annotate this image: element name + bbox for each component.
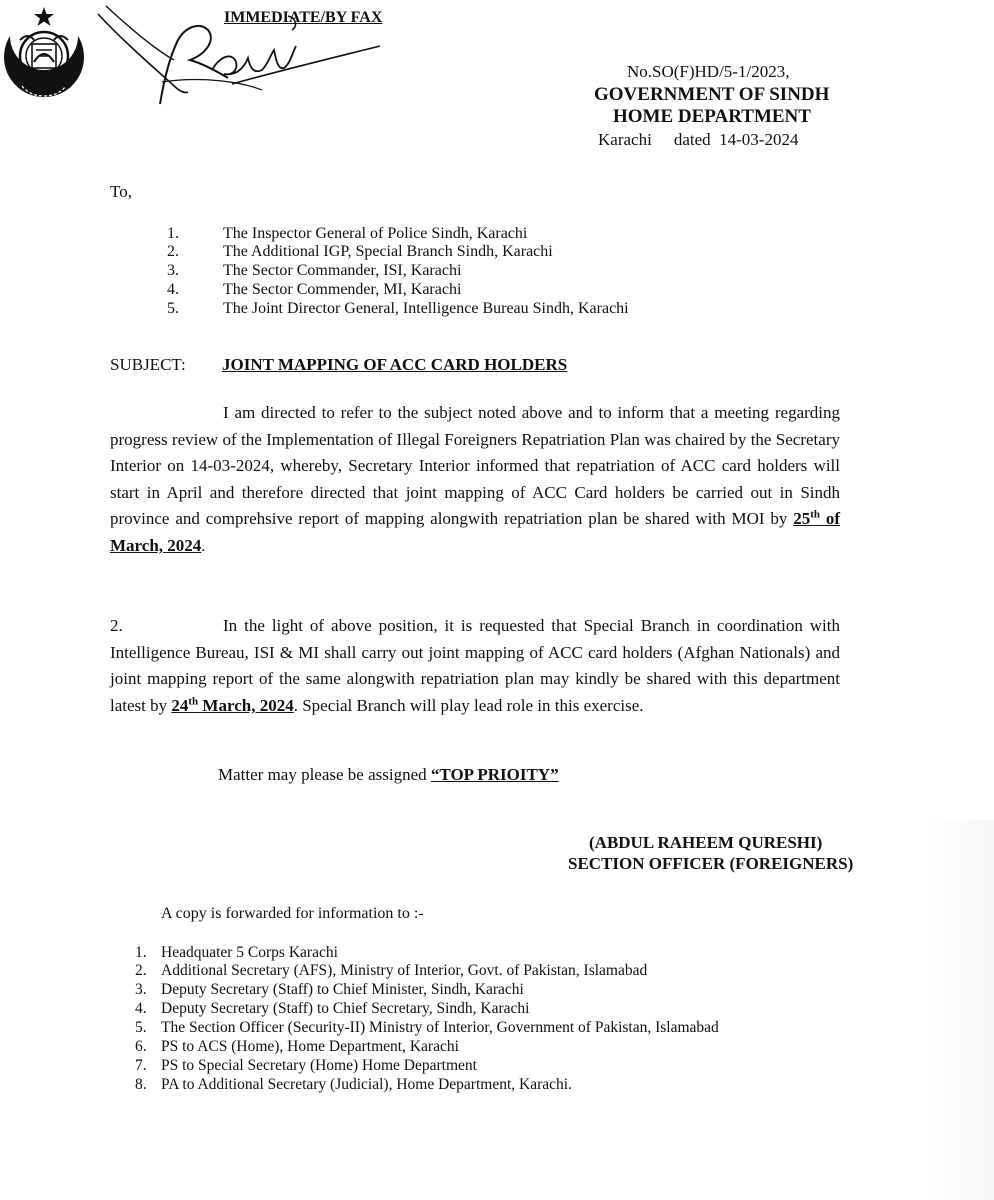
- city: Karachi: [598, 130, 652, 149]
- date-line: [598, 130, 798, 150]
- addressee-text: The Inspector General of Police Sindh, Karachi: [223, 225, 528, 242]
- paragraph-2-text: In the light of above position, it is requested that Special Branch in coordination with Intelligence Bureau, ISI & MI shall carry out joint mapping of ACC card holders (Afghan Nationals) and joint mapping report of the same alongwith repatriation plan may kindly be shared with this department latest by: [110, 616, 840, 715]
- addressee-text: The Sector Commander, ISI, Karachi: [223, 262, 462, 279]
- copy-recipient: PA to Additional Secretary (Judicial), Home Department, Karachi.: [161, 1076, 572, 1093]
- deadline-day: 24: [171, 695, 189, 715]
- copy-number: 7.: [135, 1057, 147, 1074]
- paragraph-2: [110, 613, 840, 719]
- urgency-heading: IMMEDIATE/BY FAX: [224, 9, 383, 26]
- deadline-day: 25: [793, 509, 811, 529]
- signatory-title: SECTION OFFICER (FOREIGNERS): [568, 854, 854, 873]
- deadline-suffix: th: [188, 695, 199, 708]
- addressee-number: 4.: [167, 281, 179, 298]
- copy-number: 8.: [135, 1076, 147, 1093]
- government-seal-icon: [0, 6, 88, 110]
- priority-text: Matter may please be assigned: [218, 765, 431, 784]
- addressee-number: 2.: [167, 243, 179, 260]
- paragraph-1: [110, 400, 840, 560]
- copy-recipient: PS to ACS (Home), Home Department, Karachi: [161, 1038, 459, 1055]
- addressee-number: 3.: [167, 262, 179, 279]
- copy-recipient: The Section Officer (Security-II) Ministry of Interior, Government of Pakistan, Islamabad: [161, 1019, 719, 1036]
- priority-emphasis: “TOP PRIOITY”: [430, 765, 559, 784]
- to-label: To,: [110, 182, 132, 201]
- addressee-text: The Additional IGP, Special Branch Sindh, Karachi: [223, 243, 553, 260]
- reference-number: No.SO(F)HD/5-1/2023,: [627, 62, 790, 81]
- deadline-month-year: March, 2024: [198, 695, 294, 715]
- paragraph-number: 2.: [110, 616, 123, 635]
- government-name: GOVERNMENT OF SINDH: [594, 84, 830, 105]
- copy-number: 1.: [135, 944, 147, 961]
- subject-label: SUBJECT:: [110, 355, 186, 374]
- priority-line: [218, 765, 559, 785]
- deadline-department: [171, 696, 293, 715]
- paragraph-1-text: I am directed to refer to the subject noted above and to inform that a meeting regarding progress review of the Implementation of Illegal Foreigners Repatriation Plan was chaired by the Secretary Interior on 14-03-2024, whereby, Secretary Interior informed that repatriation of ACC card holders will start in April and therefore directed that joint mapping of ACC Card holders be carried out in Sindh province and comprehsive report of mapping alongwith repatriation plan be shared with MOI by: [110, 403, 840, 529]
- deadline-month-year: of March, 2024: [110, 509, 840, 555]
- copy-forward-intro: A copy is forwarded for information to :-: [161, 905, 424, 922]
- copy-recipient: Headquater 5 Corps Karachi: [161, 944, 338, 961]
- addressee-number: 5.: [167, 300, 179, 317]
- copy-recipient: PS to Special Secretary (Home) Home Department: [161, 1057, 477, 1074]
- copy-recipient: Additional Secretary (AFS), Ministry of Interior, Govt. of Pakistan, Islamabad: [161, 962, 648, 979]
- copy-number: 5.: [135, 1019, 147, 1036]
- copy-recipient: Deputy Secretary (Staff) to Chief Minister, Sindh, Karachi: [161, 981, 524, 998]
- signatory-name: (ABDUL RAHEEM QURESHI): [589, 833, 823, 852]
- copy-number: 4.: [135, 1000, 147, 1017]
- scan-shadow: [924, 820, 994, 1200]
- paragraph-2-end: . Special Branch will play lead role in this exercise.: [293, 695, 644, 715]
- department-name: HOME DEPARTMENT: [613, 106, 811, 127]
- addressee-text: The Sector Commender, MI, Karachi: [223, 281, 462, 298]
- paragraph-1-end: .: [201, 535, 206, 555]
- addressee-number: 1.: [167, 225, 179, 242]
- deadline-suffix: th: [810, 508, 820, 521]
- copy-recipient: Deputy Secretary (Staff) to Chief Secretary, Sindh, Karachi: [161, 1000, 530, 1017]
- copy-number: 6.: [135, 1038, 147, 1055]
- dated-label: dated: [673, 130, 711, 149]
- copy-number: 2.: [135, 962, 147, 979]
- copy-number: 3.: [135, 981, 147, 998]
- addressee-text: The Joint Director General, Intelligence Bureau Sindh, Karachi: [223, 300, 629, 317]
- letter-date: 14-03-2024: [719, 130, 799, 149]
- subject-text: JOINT MAPPING OF ACC CARD HOLDERS: [222, 355, 568, 374]
